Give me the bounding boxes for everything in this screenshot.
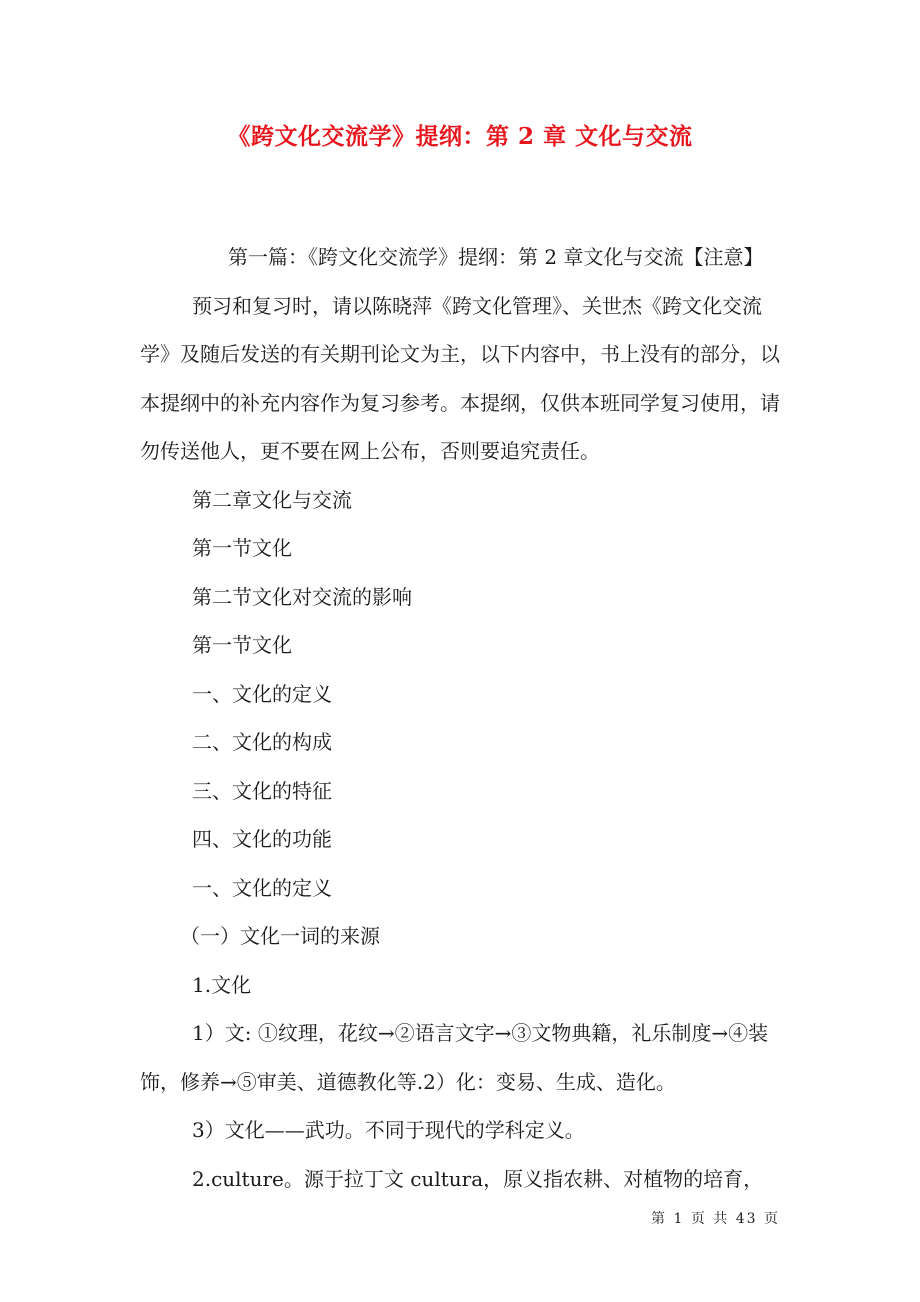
- paragraph: 二、文化的构成: [192, 730, 332, 754]
- page-number-footer: 第 1 页 共 43 页: [651, 1211, 780, 1227]
- paragraph: 第二节文化对交流的影响: [192, 584, 412, 609]
- paragraph: 2.culture。源于拉丁文 cultura，原义指农耕、对植物的培育，: [192, 1166, 764, 1191]
- paragraph: 第一节文化: [192, 536, 292, 560]
- paragraph-lead: 第一篇：《跨文化交流学》提纲：第 2 章文化与交流【注意】: [228, 245, 764, 269]
- document-body: [140, 233, 782, 1203]
- paragraph: 预习和复习时，请以陈晓萍《跨文化管理》、关世杰《跨文化交流学》及随后发送的有关期刊论文为主，以下内容中，书上没有的部分，以本提纲中的补充内容作为复习参考。本提纲，仅供本班同学复习使用，请勿传送他人，更不要在网上公布，否则要追究责任。: [140, 293, 780, 463]
- paragraph: 第二章文化与交流: [192, 487, 352, 512]
- paragraph: 第一节文化: [192, 633, 292, 657]
- paragraph: 3）文化——武功。不同于现代的学科定义。: [192, 1118, 585, 1142]
- paragraph: （一）文化一词的来源: [180, 924, 380, 948]
- paragraph: 三、文化的特征: [192, 778, 332, 803]
- paragraph: 四、文化的功能: [192, 827, 332, 851]
- paragraph: 1.文化: [192, 972, 252, 997]
- document-title: 《跨文化交流学》提纲：第 2 章 文化与交流: [227, 123, 693, 150]
- paragraph: 一、文化的定义: [192, 681, 332, 706]
- paragraph: 一、文化的定义: [192, 875, 332, 900]
- paragraph: 1）文: ①纹理，花纹→②语言文字→③文物典籍，礼乐制度→④装饰，修养→⑤审美、道德教化等.2）化：变易、生成、造化。: [140, 1021, 769, 1094]
